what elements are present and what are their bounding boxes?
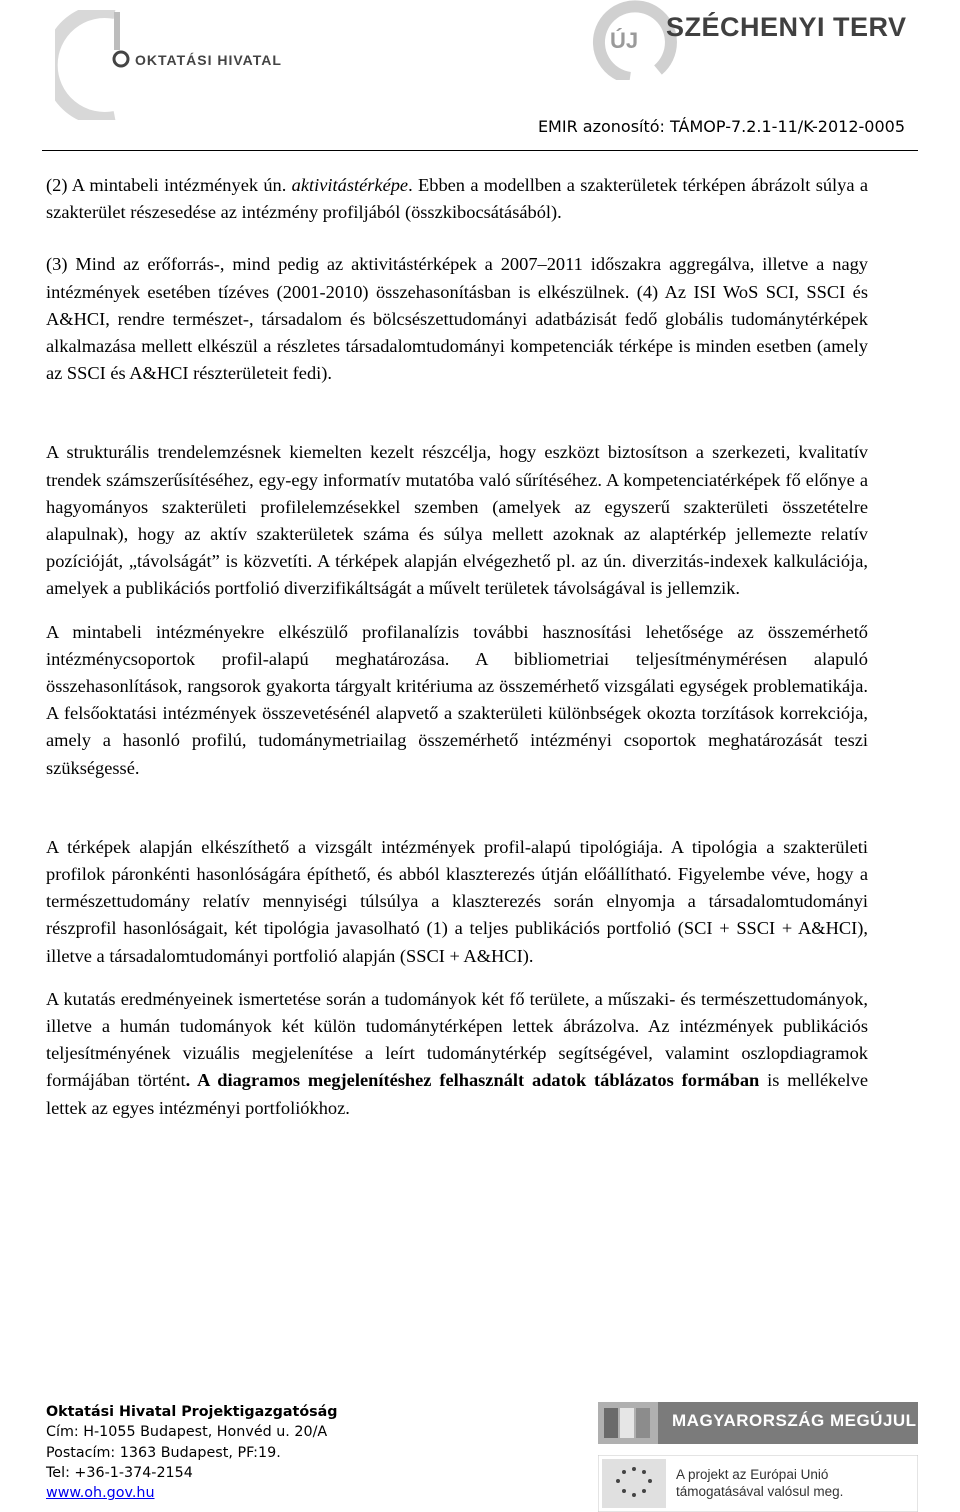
- page-footer: [46, 1402, 338, 1503]
- paragraph-4: A mintabeli intézményekre elkészülő profilanalízis további hasznosítási lehetősége az összemérhető intézménycsoportok profil-alapú meghatározása. A bibliometriai teljesítménymérésen alapuló összehasonlítások, rangsorok gyakorta tárgyalt kritériuma az összemérhető vizsgálati egységek problematikája. A felsőoktatási intézmények összevetésénél alapvető a szakterületi különbségek okozta torzítások korrekciója, amely a hasonló profilú, tudománymetriailag összemérhető intézményi csoportok meghatározását teszi szükségessé.: [46, 621, 868, 778]
- p1-text-a: (2) A mintabeli intézmények ún.: [46, 175, 292, 195]
- emir-identifier: EMIR azonosító: TÁMOP-7.2.1-11/K-2012-0005: [537, 117, 905, 136]
- header-divider: [42, 150, 918, 151]
- document-body: [46, 172, 868, 1122]
- magyarorszag-text: MAGYARORSZÁG MEGÚJUL: [672, 1411, 917, 1430]
- footer-tel: Tel: +36-1-374-2154: [46, 1464, 193, 1481]
- p1-italic: aktivitástérképe: [291, 175, 409, 195]
- footer-web-link[interactable]: www.oh.gov.hu: [46, 1485, 155, 1502]
- p6-bold: . A diagramos megjelenítéshez felhasznált adatok táblázatos formában: [185, 1070, 760, 1091]
- footer-org: Oktatási Hivatal Projektigazgatóság: [46, 1404, 338, 1420]
- eu-line-2: támogatásával valósul meg.: [676, 1484, 844, 1499]
- paragraph-2: (3) Mind az erőforrás-, mind pedig az aktivitástérképek a 2007–2011 időszakra aggregálva, illetve a nagy intézmények esetében tízéves (2001-2010) összehasonításban is elkészülnek. (4) Az ISI WoS SCI, SSCI és A&HCI, rendre természet-, társadalom és bölcsészettudományi adatbázisát fedő globális tudománytérképek alkalmazása mellett elkészül a részletes társadalomtudományi kompetenciák térképe is minden esetben (amely az SSCI és A&HCI részterületeit fedi).: [46, 254, 868, 384]
- p6-text-a: A kutatás eredményeinek ismertetése során a tudományok két fő területe, a műszaki- és természettudományok, illetve a humán tudományok két külön tudománytérképen lettek ábrázolva. Az intézmények publikációs teljesítményének vizuális megjelenítése a leírt tudománytérkép segítségével, valamint oszlopdiagramok formájában történt: [46, 988, 868, 1091]
- paragraph-1: [46, 172, 868, 226]
- oh-logo-text: OKTATÁSI HIVATAL: [135, 52, 282, 68]
- eu-support-text: [676, 1466, 843, 1500]
- p6-text-c: is mellékelve lettek az egyes intézményi portfoliókhoz.: [46, 1070, 868, 1118]
- oh-mark-icon: [112, 50, 130, 68]
- p1-text-c: . Ebben a modellben a szakterületek térképen ábrázolt súlya a szakterület részesedése az intézmény profiljából (összkibocsátásából).: [46, 175, 868, 223]
- paragraph-5: A térképek alapján elkészíthető a vizsgált intézmények profil-alapú tipológiája. A tipológia a szakterületi profilok páronkénti hasonlóságára építhető, és abból klaszterezés útján előállítható. Figyelembe véve, hogy a természettudomány relatív mennyiségi túlsúlya a klaszterezés során elnyomja a társadalomtudományi részprofil hasonlóságait, két tipológia javasolható (1) a teljes publikációs portfolió (SCI + SSCI + A&HCI), illetve a társadalomtudományi portfolió alapján (SSCI + A&HCI).: [46, 836, 868, 966]
- uj-mark: ÚJ: [610, 28, 639, 53]
- footer-postal: Postacím: 1363 Budapest, PF:19.: [46, 1444, 281, 1461]
- paragraph-6: [46, 986, 868, 1122]
- eu-line-1: A projekt az Európai Unió: [676, 1467, 829, 1482]
- szechenyi-terv-text: SZÉCHENYI TERV: [666, 12, 907, 42]
- footer-address: Cím: H-1055 Budapest, Honvéd u. 20/A: [46, 1424, 328, 1441]
- paragraph-3: A strukturális trendelemzésnek kiemelten kezelt részcélja, hogy eszközt biztosítson a szerkezeti, kvalitatív trendek számszerűsítéséhez, egy-egy informatív mutatóba való sűrítéséhez. A kompetenciatérképek fő előnye a hagyományos szakterületi profilelemzésekkel szemben (amelyek az egyszerű szakterületi összetételre alapulnak), hogy az aktív szakterületek száma és súlya mellett azoknak az alaptérkép jellemezte relatív pozícióját, „távolságát” is közvetíti. A térképek alapján elvégezhető pl. az ún. diverzitás-indexek kalkulációja, amelyek a publikációs portfolió diverzifikáltságát a művelt területek távolságával is jellemzik.: [46, 442, 868, 599]
- page-header: [0, 0, 960, 150]
